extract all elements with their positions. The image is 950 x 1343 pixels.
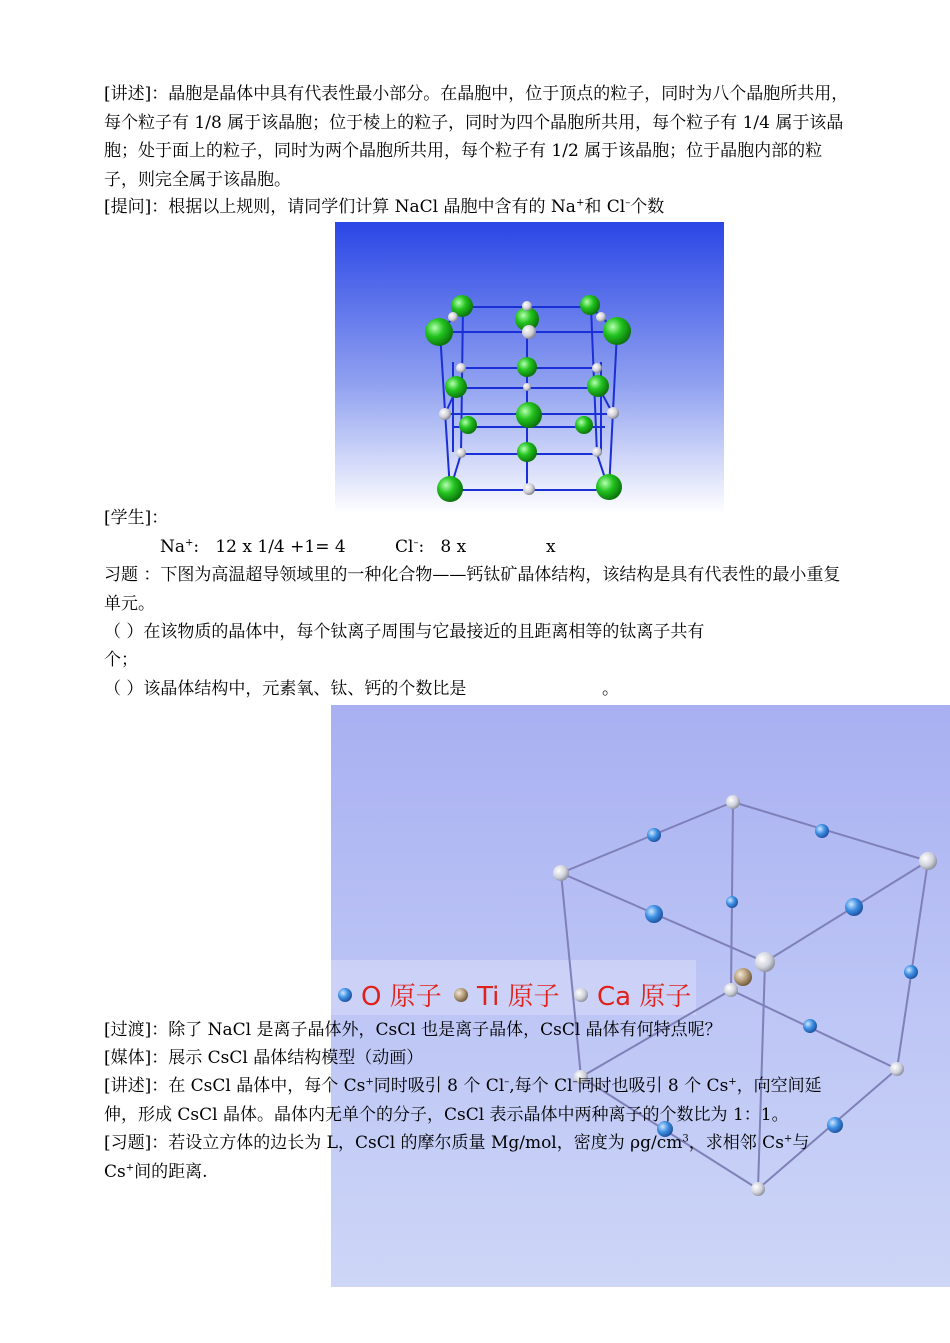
na-answer: [160, 533, 346, 561]
lecture-paragraph: [讲述]：晶胞是晶体中具有代表性最小部分。在晶胞中，位于顶点的粒子，同时为八个晶胞所共用，每个粒子有 1/8 属于该晶胞；位于棱上的粒子，同时为四个晶胞所共用，每个粒子有 1/4 属于该晶胞；处于面上的粒子，同时为两个晶胞所共用，每个粒子有 1/2 属于该晶胞；位于晶胞内部的粒子，则完全属于该晶胞。: [104, 84, 849, 190]
exercise-q1-tail: 个；: [104, 650, 138, 670]
exercise2-sup3: +: [125, 1161, 135, 1173]
ca-atom-legend-icon: [574, 988, 588, 1002]
exercise2-sup1: 3: [682, 1133, 689, 1145]
lecture2-sup4: +: [728, 1076, 737, 1088]
legend-ti: Ti 原子: [477, 982, 560, 1012]
exercise2-d: 间的距离.: [134, 1161, 208, 1182]
question-sup-plus: +: [575, 197, 585, 209]
na-label: Na: [160, 537, 186, 557]
lecture2-d: 同时也吸引 8 个 Cs: [577, 1076, 729, 1096]
question-sup-minus: –: [625, 197, 631, 209]
legend-ca: Ca 原子: [597, 982, 692, 1012]
lecture2-sup1: +: [365, 1076, 374, 1088]
exercise2-a: [习题]：若设立方体的边长为 L，CsCl 的摩尔质量 Mg/mol，密度为 ρg/cm: [104, 1133, 683, 1153]
question-line: [104, 193, 664, 221]
question-text-a: [提问]：根据以上规则，请同学们计算 NaCl 晶胞中含有的 Na: [104, 197, 576, 217]
na-sup: +: [185, 537, 194, 549]
perovskite-crystal-figure: [331, 705, 950, 1287]
lecture2-c: ,每个 Cl: [509, 1076, 573, 1096]
lecture2-e: ，向空间延伸，形成 CsCl 晶体。晶体内无单个的分子，CsCl 表示晶体中两种离子的个数比为 1：1。: [104, 1076, 822, 1125]
exercise2-sup2: +: [783, 1133, 793, 1145]
lecture2-b: 同时吸引 8 个 Cl: [373, 1076, 505, 1096]
cl-sup: –: [413, 537, 419, 549]
legend: [338, 982, 691, 1012]
student-label: [学生]：: [104, 508, 169, 528]
cl-answer: [395, 533, 466, 561]
exercise-q1: （ ）在该物质的晶体中，每个钛离子周围与它最接近的且距离相等的钛离子共有: [104, 622, 705, 642]
media-line: [媒体]：展示 CsCl 晶体结构模型（动画）: [104, 1048, 424, 1068]
exercise2-b: ，求相邻 Cs: [688, 1133, 784, 1153]
o-atom-legend-icon: [338, 988, 352, 1002]
exercise-q2-tail: 。: [602, 679, 619, 699]
nacl-crystal-figure: [335, 222, 724, 514]
cl-label: Cl: [395, 537, 414, 557]
exercise2-c: 与 Cs: [104, 1133, 810, 1182]
exercise2-paragraph: [104, 1129, 852, 1186]
cl-formula: : 8 x: [418, 537, 467, 557]
cl-formula-tail: x: [546, 537, 556, 557]
lecture2-sup2: –: [504, 1076, 510, 1088]
legend-o: O 原子: [361, 982, 442, 1012]
question-text-b: 和 Cl: [584, 197, 626, 217]
exercise-intro: 习题 ：下图为高温超导领域里的一种化合物——钙钛矿晶体结构，该结构是具有代表性的最小重复单元。: [104, 565, 841, 614]
na-formula: : 12 x 1/4 +1= 4: [193, 537, 346, 557]
ti-atom-legend-icon: [454, 988, 468, 1002]
transition-line: [过渡]：除了 NaCl 是离子晶体外，CsCl 也是离子晶体，CsCl 晶体有何特点呢？: [104, 1020, 722, 1040]
lecture2-sup3: –: [572, 1076, 578, 1088]
question-text-c: 个数: [630, 197, 665, 217]
exercise-q2: （ ）该晶体结构中，元素氧、钛、钙的个数比是: [104, 679, 467, 699]
lecture2-paragraph: [104, 1072, 852, 1129]
lecture2-a: [讲述]：在 CsCl 晶体中，每个 Cs: [104, 1076, 366, 1096]
